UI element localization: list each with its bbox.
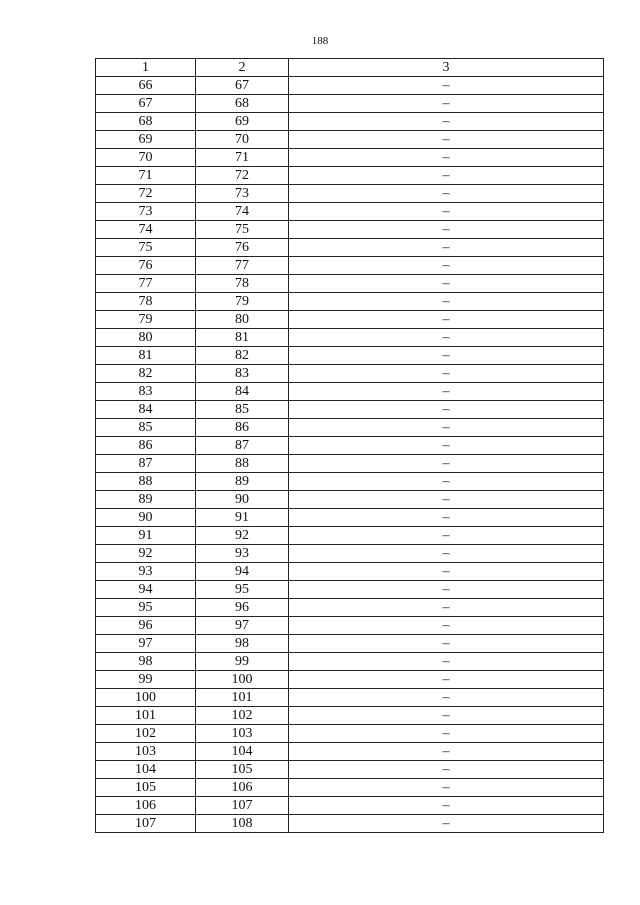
table-cell-col-1: 103 [96,743,196,761]
table-row [96,365,604,383]
table-row [96,203,604,221]
table-cell-col-3: – [289,221,604,239]
table-cell-col-2: 107 [196,797,289,815]
table-row [96,275,604,293]
table-cell-col-3: – [289,149,604,167]
table-row [96,509,604,527]
table-row [96,347,604,365]
table-row [96,617,604,635]
table-cell-col-1: 83 [96,383,196,401]
table-cell-col-1: 67 [96,95,196,113]
table-cell-col-1: 93 [96,563,196,581]
table-cell-col-1: 73 [96,203,196,221]
table-cell-col-3: – [289,275,604,293]
table-cell-col-2: 104 [196,743,289,761]
table-cell-col-3: – [289,401,604,419]
table-cell-col-3: – [289,815,604,833]
table-cell-col-3: – [289,347,604,365]
table-cell-col-1: 87 [96,455,196,473]
table-cell-col-2: 76 [196,239,289,257]
table-cell-col-3: – [289,239,604,257]
table-cell-col-3: – [289,635,604,653]
table-cell-col-1: 76 [96,257,196,275]
table-cell-col-2: 88 [196,455,289,473]
table-row [96,473,604,491]
table-row [96,221,604,239]
table-cell-col-3: – [289,293,604,311]
table-row [96,761,604,779]
table-cell-col-2: 79 [196,293,289,311]
column-header-2: 2 [196,59,289,77]
table-cell-col-3: – [289,689,604,707]
table-cell-col-1: 99 [96,671,196,689]
table-cell-col-3: – [289,257,604,275]
table-cell-col-2: 71 [196,149,289,167]
table-cell-col-1: 80 [96,329,196,347]
table-row [96,563,604,581]
table-cell-col-2: 106 [196,779,289,797]
table-cell-col-1: 95 [96,599,196,617]
table-cell-col-2: 84 [196,383,289,401]
table-cell-col-3: – [289,491,604,509]
table-cell-col-3: – [289,527,604,545]
table-cell-col-1: 78 [96,293,196,311]
table-cell-col-1: 79 [96,311,196,329]
table-cell-col-3: – [289,599,604,617]
table-cell-col-2: 87 [196,437,289,455]
page-number: 188 [311,35,329,47]
table-cell-col-2: 82 [196,347,289,365]
table-cell-col-3: – [289,725,604,743]
table-cell-col-3: – [289,563,604,581]
table-row [96,545,604,563]
table-cell-col-3: – [289,581,604,599]
table-cell-col-2: 108 [196,815,289,833]
table-row [96,401,604,419]
table-cell-col-2: 80 [196,311,289,329]
table-cell-col-3: – [289,779,604,797]
table-cell-col-1: 89 [96,491,196,509]
table-cell-col-1: 97 [96,635,196,653]
table-row [96,527,604,545]
table-cell-col-2: 74 [196,203,289,221]
table-cell-col-2: 78 [196,275,289,293]
table-cell-col-1: 106 [96,797,196,815]
table-cell-col-1: 100 [96,689,196,707]
table-cell-col-2: 67 [196,77,289,95]
table-cell-col-2: 89 [196,473,289,491]
table-row [96,671,604,689]
table-cell-col-3: – [289,311,604,329]
table-cell-col-3: – [289,329,604,347]
table-cell-col-1: 69 [96,131,196,149]
table-row [96,689,604,707]
table-cell-col-2: 83 [196,365,289,383]
table-cell-col-3: – [289,743,604,761]
table-cell-col-2: 91 [196,509,289,527]
table-cell-col-1: 104 [96,761,196,779]
table-row [96,293,604,311]
table-cell-col-2: 96 [196,599,289,617]
table-cell-col-1: 96 [96,617,196,635]
table-cell-col-1: 74 [96,221,196,239]
table-cell-col-2: 92 [196,527,289,545]
table-cell-col-1: 85 [96,419,196,437]
table-cell-col-2: 75 [196,221,289,239]
table-cell-col-2: 70 [196,131,289,149]
table-row [96,797,604,815]
table-cell-col-1: 91 [96,527,196,545]
table-cell-col-3: – [289,473,604,491]
table-row [96,311,604,329]
table-cell-col-2: 100 [196,671,289,689]
table-row [96,95,604,113]
table-row [96,419,604,437]
table-cell-col-3: – [289,383,604,401]
table-row [96,599,604,617]
table-row [96,185,604,203]
table-cell-col-1: 98 [96,653,196,671]
table-cell-col-2: 69 [196,113,289,131]
table-cell-col-1: 88 [96,473,196,491]
table-cell-col-2: 73 [196,185,289,203]
table-cell-col-1: 105 [96,779,196,797]
table-cell-col-1: 82 [96,365,196,383]
table-cell-col-2: 98 [196,635,289,653]
table-cell-col-2: 97 [196,617,289,635]
table-cell-col-3: – [289,419,604,437]
table-cell-col-3: – [289,617,604,635]
table-cell-col-3: – [289,131,604,149]
table-row [96,815,604,833]
table-cell-col-2: 81 [196,329,289,347]
table-cell-col-2: 90 [196,491,289,509]
table-cell-col-1: 101 [96,707,196,725]
table-cell-col-1: 92 [96,545,196,563]
table-row [96,257,604,275]
table-cell-col-2: 99 [196,653,289,671]
table-cell-col-1: 77 [96,275,196,293]
table-row [96,77,604,95]
table-row [96,455,604,473]
table-cell-col-2: 95 [196,581,289,599]
table-cell-col-2: 102 [196,707,289,725]
table-cell-col-1: 66 [96,77,196,95]
table-cell-col-3: – [289,671,604,689]
table-cell-col-3: – [289,203,604,221]
table-row [96,437,604,455]
table-row [96,635,604,653]
table-cell-col-3: – [289,455,604,473]
table-row [96,239,604,257]
table-row [96,491,604,509]
table-cell-col-3: – [289,653,604,671]
table-cell-col-3: – [289,77,604,95]
table-cell-col-3: – [289,365,604,383]
table-cell-col-2: 101 [196,689,289,707]
table-cell-col-1: 84 [96,401,196,419]
table-row [96,653,604,671]
table-cell-col-3: – [289,707,604,725]
table-row [96,383,604,401]
table-cell-col-1: 102 [96,725,196,743]
table-cell-col-1: 71 [96,167,196,185]
table-cell-col-2: 103 [196,725,289,743]
table-cell-col-1: 94 [96,581,196,599]
table-cell-col-1: 81 [96,347,196,365]
data-table [95,58,604,833]
column-header-1: 1 [96,59,196,77]
table-cell-col-1: 68 [96,113,196,131]
table-cell-col-3: – [289,545,604,563]
table-cell-col-2: 72 [196,167,289,185]
table-row [96,743,604,761]
table-cell-col-3: – [289,113,604,131]
table-cell-col-3: – [289,95,604,113]
table-header-row [96,59,604,77]
table-cell-col-1: 75 [96,239,196,257]
table-cell-col-1: 72 [96,185,196,203]
table-row [96,149,604,167]
column-header-3: 3 [289,59,604,77]
table-cell-col-3: – [289,437,604,455]
table-cell-col-2: 93 [196,545,289,563]
table-cell-col-3: – [289,761,604,779]
table-row [96,779,604,797]
table-row [96,131,604,149]
table-cell-col-3: – [289,167,604,185]
table-cell-col-2: 86 [196,419,289,437]
table-cell-col-2: 105 [196,761,289,779]
table-cell-col-2: 77 [196,257,289,275]
table-cell-col-1: 90 [96,509,196,527]
table-cell-col-2: 68 [196,95,289,113]
table-cell-col-2: 94 [196,563,289,581]
table-row [96,707,604,725]
table-cell-col-1: 86 [96,437,196,455]
table-row [96,581,604,599]
table-cell-col-3: – [289,797,604,815]
table-cell-col-1: 107 [96,815,196,833]
table-row [96,725,604,743]
table-row [96,329,604,347]
table-row [96,167,604,185]
table-cell-col-3: – [289,509,604,527]
table-cell-col-1: 70 [96,149,196,167]
table-row [96,113,604,131]
table-cell-col-2: 85 [196,401,289,419]
table-body [96,77,604,833]
table-cell-col-3: – [289,185,604,203]
